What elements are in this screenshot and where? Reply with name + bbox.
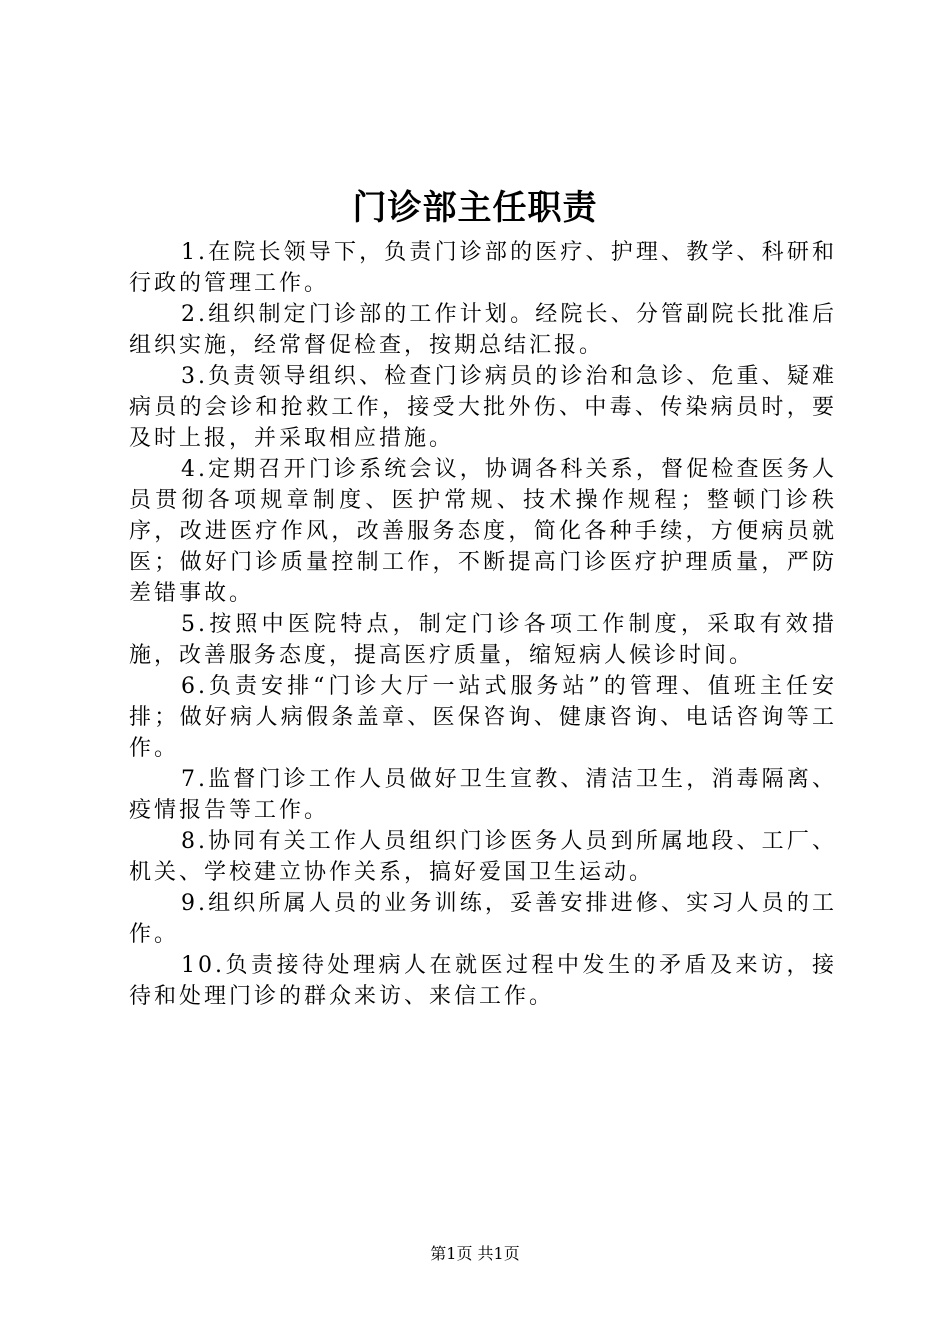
paragraph-3: 3.负责领导组织、检查门诊病员的诊治和急诊、危重、疑难病员的会诊和抢救工作，接受大批外伤、中毒、传染病员时，要及时上报，并采取相应措施。 xyxy=(129,364,837,451)
paragraph-8: 8.协同有关工作人员组织门诊医务人员到所属地段、工厂、机关、学校建立协作关系，搞好爱国卫生运动。 xyxy=(129,829,837,885)
document-title: 门诊部主任职责 xyxy=(352,188,598,228)
page-footer: 第1页 共1页 xyxy=(430,1244,520,1263)
paragraph-7: 7.监督门诊工作人员做好卫生宣教、清洁卫生，消毒隔离、疫情报告等工作。 xyxy=(129,767,837,823)
paragraph-1: 1.在院长领导下，负责门诊部的医疗、护理、教学、科研和行政的管理工作。 xyxy=(129,240,837,296)
paragraph-9: 9.组织所属人员的业务训练，妥善安排进修、实习人员的工作。 xyxy=(129,891,837,947)
paragraph-6: 6.负责安排“门诊大厅一站式服务站”的管理、值班主任安排；做好病人病假条盖章、医保咨询、健康咨询、电话咨询等工作。 xyxy=(129,674,837,761)
document-body xyxy=(129,237,837,1012)
paragraph-2: 2.组织制定门诊部的工作计划。经院长、分管副院长批准后组织实施，经常督促检查，按期总结汇报。 xyxy=(129,302,837,358)
paragraph-4: 4.定期召开门诊系统会议，协调各科关系，督促检查医务人员贯彻各项规章制度、医护常规、技术操作规程；整顿门诊秩序，改进医疗作风，改善服务态度，简化各种手续，方便病员就医；做好门诊质量控制工作，不断提高门诊医疗护理质量，严防差错事故。 xyxy=(129,457,837,606)
paragraph-10: 10.负责接待处理病人在就医过程中发生的矛盾及来访，接待和处理门诊的群众来访、来信工作。 xyxy=(129,953,837,1009)
paragraph-5: 5.按照中医院特点，制定门诊各项工作制度，采取有效措施，改善服务态度，提高医疗质量，缩短病人候诊时间。 xyxy=(129,612,837,668)
